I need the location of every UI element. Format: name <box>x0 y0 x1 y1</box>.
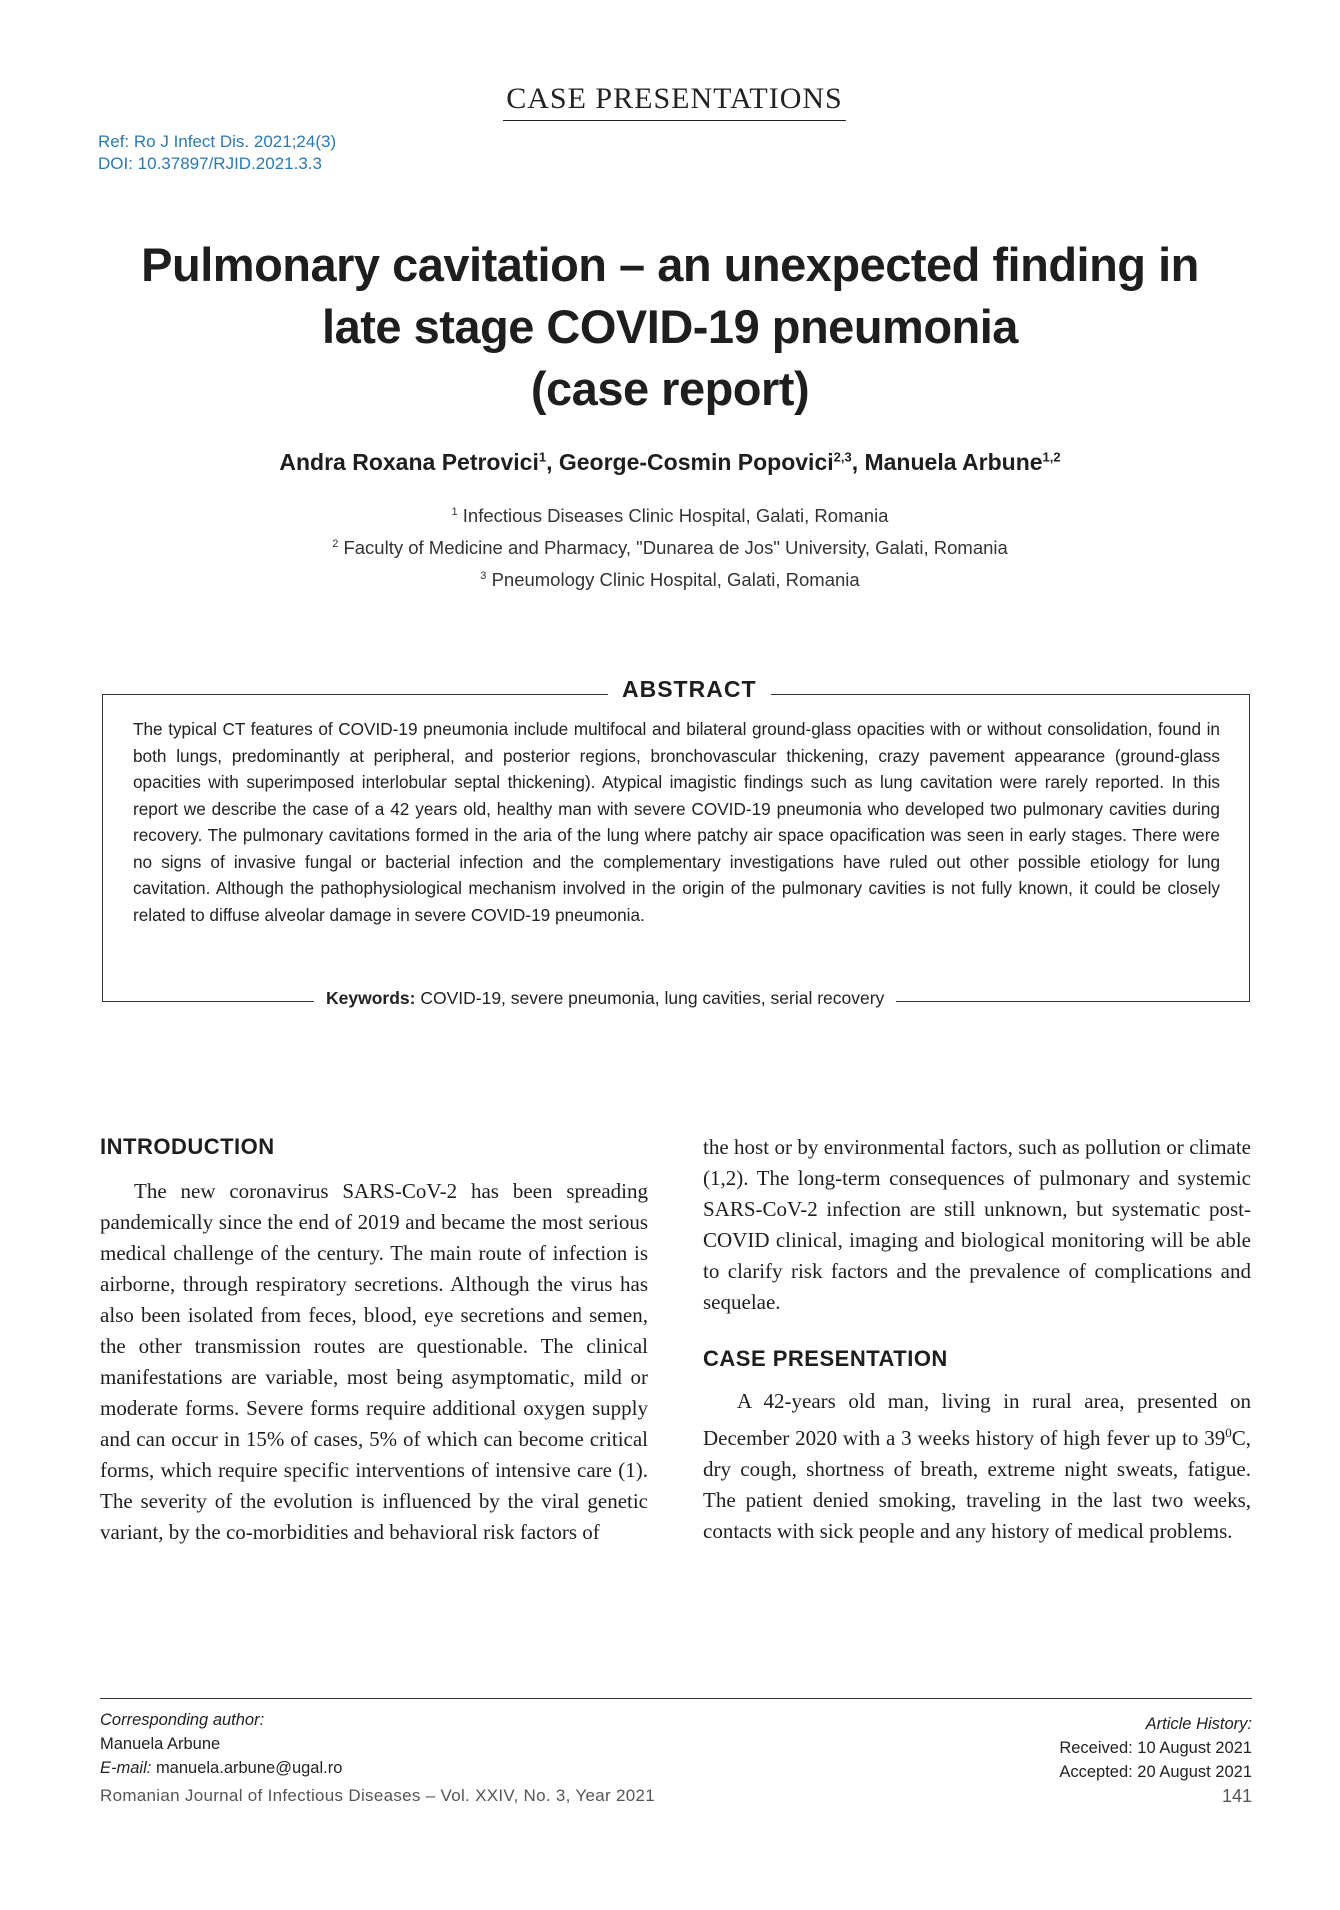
article-history <box>900 1712 1252 1784</box>
introduction-paragraph: The new coronavirus SARS-CoV-2 has been spreading pandemically since the end of 2019 and became the most serious medical challenge of the century. The main route of infection is airborne, through respiratory secretions. Although the virus has also been isolated from feces, blood, eye secretions and semen, the other transmission routes are questionable. The clinical manifestations are variable, most being asymptomatic, mild or moderate forms. Severe forms require additional oxygen supply and can occur in 15% of cases, 5% of which can become critical forms, which require specific interventions of intensive care (1). The severity of the evolution is influenced by the viral genetic variant, by the co-morbidities and behavioral risk factors of <box>100 1179 648 1544</box>
introduction-continuation: the host or by environmental factors, such as pollution or climate (1,2). The long-term consequences of pulmonary and systemic SARS-CoV-2 infection are still unknown, but systematic post-COVID clinical, imaging and biological monitoring will be able to clarify risk factors and the prevalence of complications and sequelae. <box>703 1135 1251 1314</box>
corresponding-name: Manuela Arbune <box>100 1735 221 1753</box>
section-label: CASE PRESENTATIONS <box>503 82 846 121</box>
case-text-end: C, dry cough, shortness of breath, extreme night sweats, fatigue. The patient denied smoking, traveling in the last two weeks, contacts with sick people and any history of medical problems. <box>703 1426 1251 1543</box>
right-column <box>703 1132 1251 1547</box>
corresponding-label: Corresponding author: <box>100 1711 265 1729</box>
affiliation-text: Faculty of Medicine and Pharmacy, "Dunarea de Jos" University, Galati, Romania <box>343 537 1008 559</box>
affiliation-item <box>100 562 1240 594</box>
keywords <box>314 988 896 1009</box>
journal-footer: Romanian Journal of Infectious Diseases – Vol. XXIV, No. 3, Year 2021 <box>100 1786 655 1805</box>
abstract-text: The typical CT features of COVID-19 pneumonia include multifocal and bilateral ground-glass opacities with or without consolidation, found in both lungs, predominantly at peripheral, and posterior regions, bronchovascular thickening, crazy pavement appearance (ground-glass opacities with superimposed interlobular septal thickening). Atypical imagistic findings such as lung cavitation were rarely reported. In this report we describe the case of a 42 years old, healthy man with severe COVID-19 pneumonia who developed two pulmonary cavities during recovery. The pulmonary cavitations formed in the aria of the lung where patchy air space opacification was seen in early stages. There were no signs of invasive fungal or bacterial infection and the complementary investigations have ruled out other possible etiology for lung cavitation. Although the pathophysiological mechanism involved in the origin of the pulmonary cavities is not fully known, it could be closely related to diffuse alveolar damage in severe COVID-19 pneumonia. <box>133 719 1220 925</box>
affiliation-mark: 2 <box>332 538 339 551</box>
email-link[interactable]: manuela.arbune@ugal.ro <box>155 1759 343 1777</box>
author-name: Andra Roxana Petrovici <box>279 449 539 475</box>
author-name: George-Cosmin Popovici <box>558 449 834 475</box>
case-text-start: A 42-years old man, living in rural area, presented on December 2020 with a 3 weeks history of high fever up to 39 <box>703 1389 1251 1450</box>
doi[interactable]: DOI: 10.37897/RJID.2021.3.3 <box>98 154 322 173</box>
affiliation-item <box>100 498 1240 530</box>
affiliation-text: Pneumology Clinic Hospital, Galati, Romania <box>491 569 860 591</box>
received-date: Received: 10 August 2021 <box>1059 1739 1252 1757</box>
author-affiliation-mark: 2,3 <box>833 449 852 465</box>
email-line <box>100 1756 342 1780</box>
journal-ref: Ref: Ro J Infect Dis. 2021;24(3) <box>98 132 337 151</box>
title-line: late stage COVID-19 pneumonia <box>322 300 1018 353</box>
footer-divider <box>100 1698 1252 1699</box>
keywords-list: COVID-19, severe pneumonia, lung cavities, serial recovery <box>420 988 885 1008</box>
citation-block <box>98 131 336 175</box>
author-separator: , <box>546 449 559 475</box>
abstract-heading: ABSTRACT <box>608 676 771 703</box>
case-presentation-paragraph <box>703 1386 1251 1547</box>
degree-mark: 0 <box>1225 1425 1232 1440</box>
title-line: Pulmonary cavitation – an unexpected finding in <box>141 238 1199 291</box>
introduction-heading: INTRODUCTION <box>100 1134 275 1159</box>
affiliation-mark: 3 <box>480 570 487 583</box>
history-label: Article History: <box>1145 1715 1252 1733</box>
title-line: (case report) <box>530 362 810 415</box>
article-title <box>100 234 1240 420</box>
email-label: E-mail: <box>100 1759 152 1777</box>
author-separator: , <box>851 449 865 475</box>
author-affiliation-mark: 1 <box>538 449 547 465</box>
affiliations <box>100 498 1240 594</box>
keywords-label: Keywords: <box>326 988 416 1008</box>
author-affiliation-mark: 1,2 <box>1042 449 1061 465</box>
accepted-date: Accepted: 20 August 2021 <box>1059 1763 1252 1781</box>
left-column <box>100 1132 648 1548</box>
affiliation-text: Infectious Diseases Clinic Hospital, Galati, Romania <box>462 505 889 527</box>
author-name: Manuela Arbune <box>864 449 1043 475</box>
corresponding-author <box>100 1708 342 1780</box>
affiliation-mark: 1 <box>451 506 458 518</box>
case-presentation-heading: CASE PRESENTATION <box>703 1346 948 1371</box>
affiliation-item <box>100 530 1240 562</box>
author-list <box>100 449 1240 476</box>
page-number: 141 <box>1221 1786 1252 1806</box>
